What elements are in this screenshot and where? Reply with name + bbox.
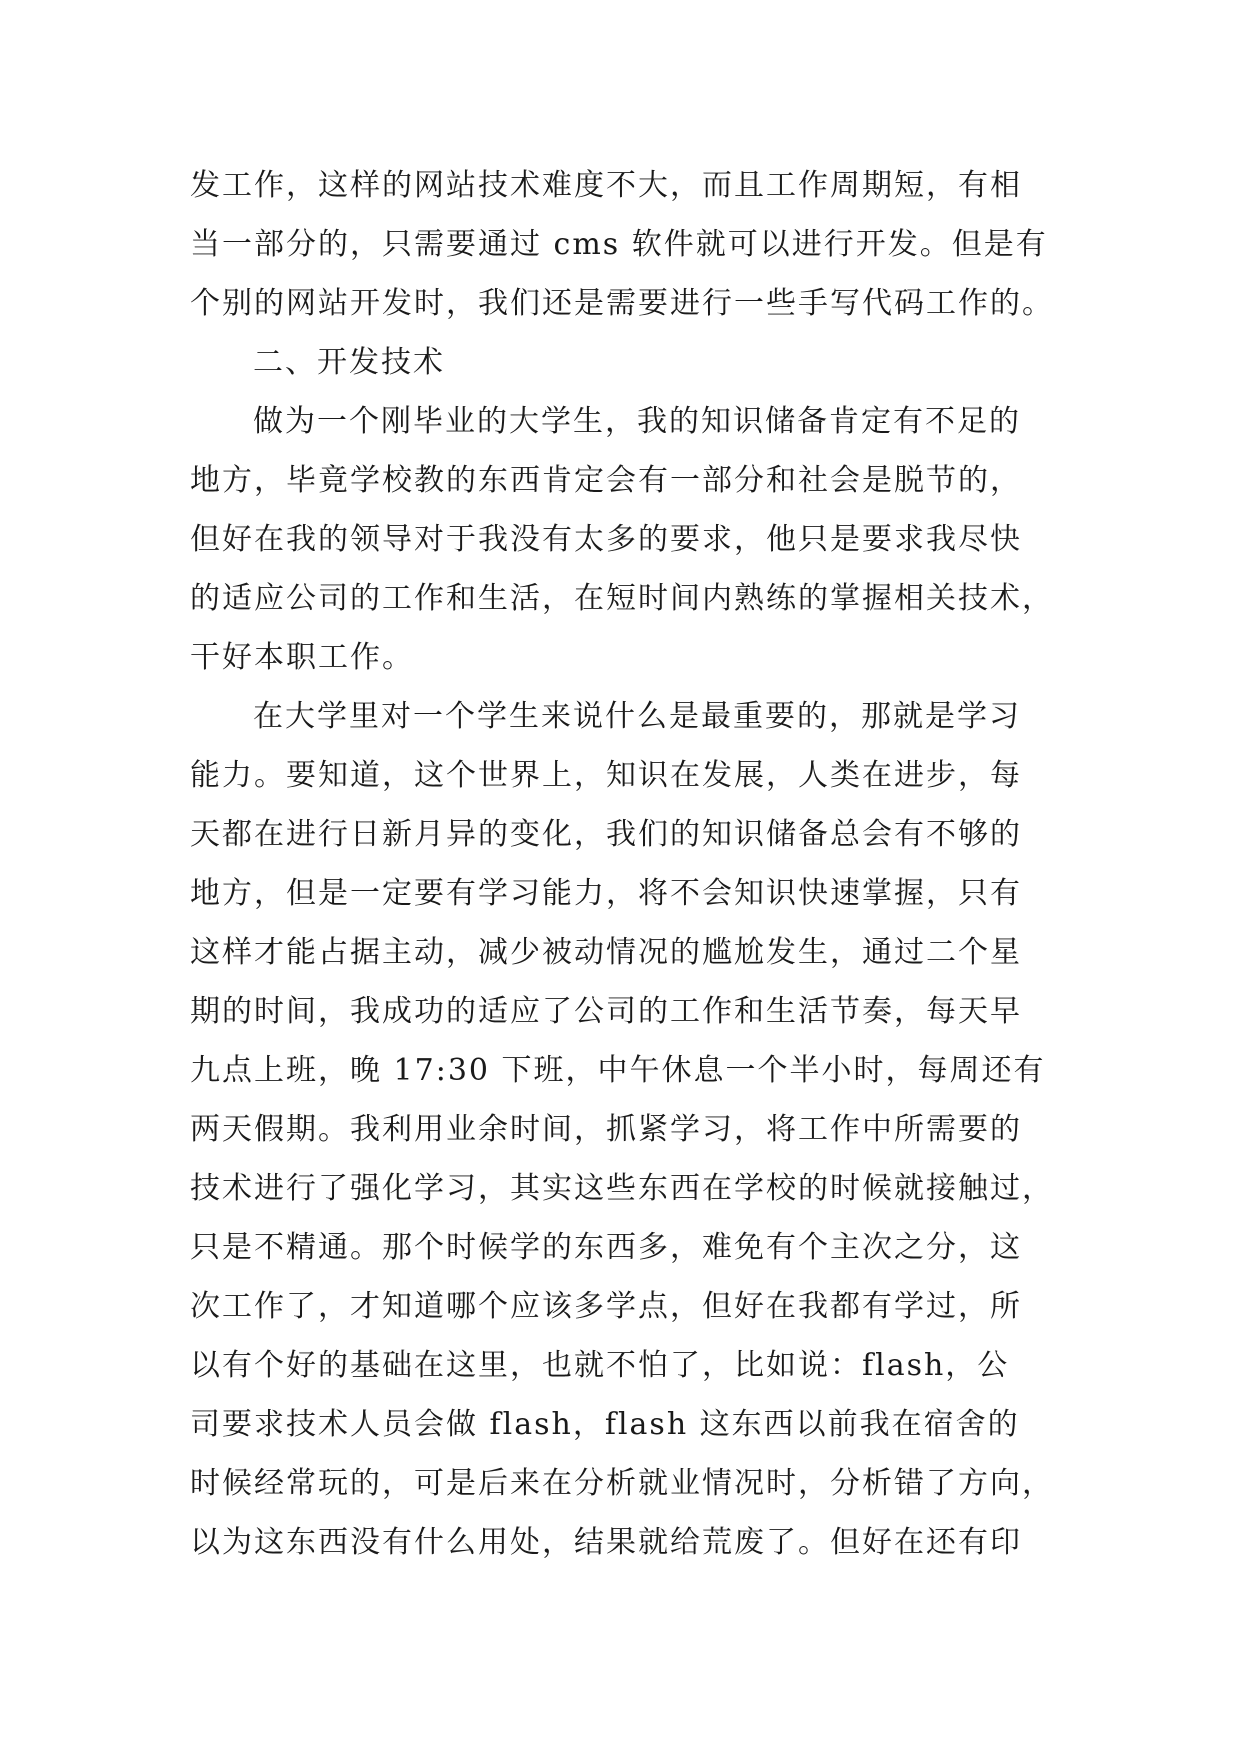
paragraph-line: 但好在我的领导对于我没有太多的要求，他只是要求我尽快 (190, 522, 1022, 557)
paragraph-line: 九点上班，晚 17:30 下班，中午休息一个半小时，每周还有 (190, 1053, 1046, 1088)
paragraph-line: 干好本职工作。 (190, 640, 414, 675)
paragraph-line: 期的时间，我成功的适应了公司的工作和生活节奏，每天早 (190, 994, 1022, 1029)
paragraph-line: 时候经常玩的，可是后来在分析就业情况时，分析错了方向， (190, 1466, 1054, 1501)
paragraph-line: 地方，毕竟学校教的东西肯定会有一部分和社会是脱节的， (190, 463, 1022, 498)
paragraph-line: 做为一个刚毕业的大学生，我的知识储备肯定有不足的 (253, 404, 1021, 439)
paragraph-line: 天都在进行日新月异的变化，我们的知识储备总会有不够的 (190, 817, 1022, 852)
paragraph-line: 当一部分的，只需要通过 cms 软件就可以进行开发。但是有 (190, 227, 1048, 262)
paragraph-line: 技术进行了强化学习，其实这些东西在学校的时候就接触过， (190, 1171, 1054, 1206)
paragraph-line: 的适应公司的工作和生活，在短时间内熟练的掌握相关技术， (190, 581, 1054, 616)
paragraph-line: 发工作，这样的网站技术难度不大，而且工作周期短，有相 (190, 168, 1022, 203)
paragraph-line: 地方，但是一定要有学习能力，将不会知识快速掌握，只有 (190, 876, 1022, 911)
paragraph-line: 以为这东西没有什么用处，结果就给荒废了。但好在还有印 (190, 1525, 1022, 1560)
paragraph-line: 次工作了，才知道哪个应该多学点，但好在我都有学过，所 (190, 1289, 1022, 1324)
paragraph-line: 以有个好的基础在这里，也就不怕了，比如说：flash，公 (190, 1348, 1010, 1383)
paragraph-line: 在大学里对一个学生来说什么是最重要的，那就是学习 (253, 699, 1021, 734)
paragraph-line: 能力。要知道，这个世界上，知识在发展，人类在进步，每 (190, 758, 1022, 793)
paragraph-line: 只是不精通。那个时候学的东西多，难免有个主次之分，这 (190, 1230, 1022, 1265)
paragraph-line: 司要求技术人员会做 flash，flash 这东西以前我在宿舍的 (190, 1407, 1020, 1442)
paragraph-line: 这样才能占据主动，减少被动情况的尴尬发生，通过二个星 (190, 935, 1022, 970)
section-heading: 二、开发技术 (253, 345, 445, 380)
paragraph-line: 个别的网站开发时，我们还是需要进行一些手写代码工作的。 (190, 286, 1054, 321)
paragraph-line: 两天假期。我利用业余时间，抓紧学习，将工作中所需要的 (190, 1112, 1022, 1147)
